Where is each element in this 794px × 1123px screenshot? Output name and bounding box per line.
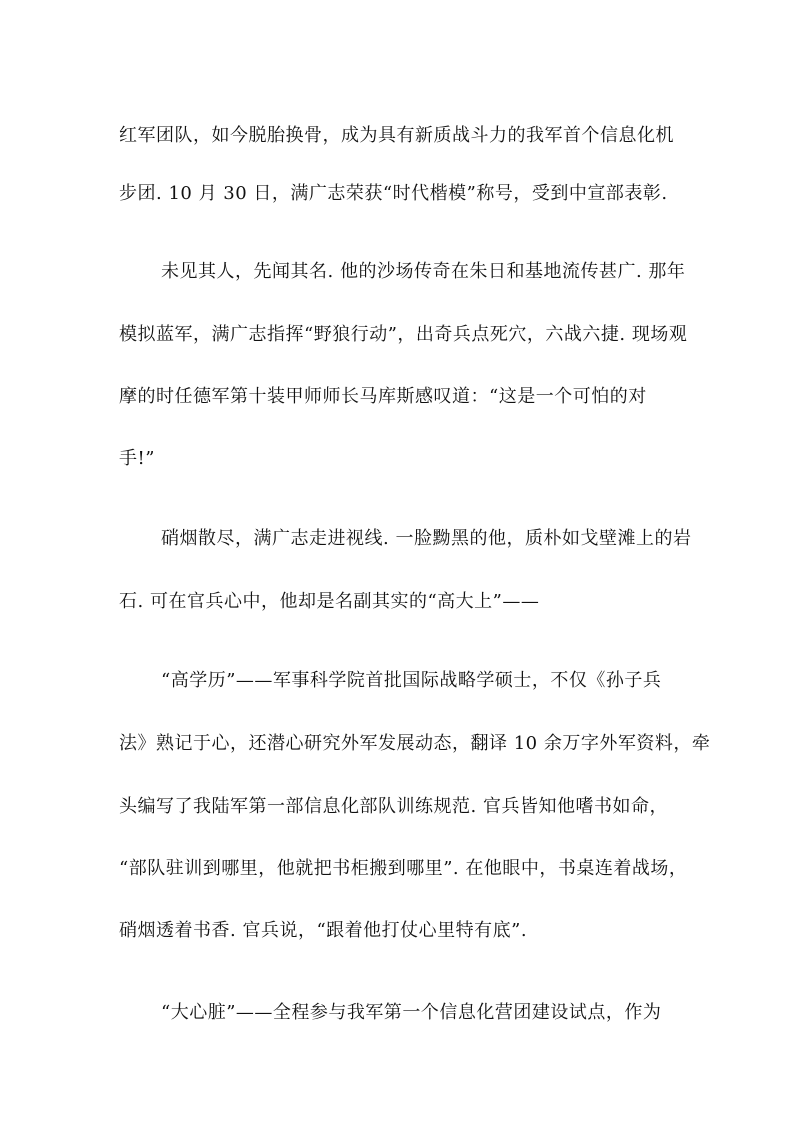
paragraph-start-line: 硝烟散尽，满广志走进视线. 一脸黝黑的他，质朴如戈壁滩上的岩 [161, 528, 692, 549]
paragraph-start-line: “高学历”——军事科学院首批国际战略学硕士，不仅《孙子兵 [161, 670, 662, 691]
paragraph-start-line: 未见其人，先闻其名. 他的沙场传奇在朱日和基地流传甚广. 那年 [161, 261, 686, 282]
text-line: 硝烟透着书香. 官兵说，“跟着他打仗心里特有底”. [119, 920, 528, 941]
text-line: 法》熟记于心，还潜心研究外军发展动态，翻译 10 余万字外军资料，牵 [119, 733, 711, 754]
text-line: 手!” [119, 448, 155, 469]
text-line: 石. 可在官兵心中，他却是名副其实的“高大上”—— [119, 591, 540, 612]
text-line: 红军团队，如今脱胎换骨，成为具有新质战斗力的我军首个信息化机 [119, 125, 674, 146]
text-line: 摩的时任德军第十装甲师师长马库斯感叹道：“这是一个可怕的对 [119, 386, 647, 407]
text-line: “部队驻训到哪里，他就把书柜搬到哪里”. 在他眼中，书桌连着战场， [119, 858, 688, 879]
text-line: 步团. 10 月 30 日，满广志荣获“时代楷模”称号，受到中宣部表彰. [119, 183, 668, 204]
text-line: 模拟蓝军，满广志指挥“野狼行动”，出奇兵点死穴，六战六捷. 现场观 [119, 324, 688, 345]
paragraph-start-line: “大心脏”——全程参与我军第一个信息化营团建设试点，作为 [161, 1002, 662, 1023]
text-line: 头编写了我陆军第一部信息化部队训练规范. 官兵皆知他嗜书如命， [119, 796, 668, 817]
